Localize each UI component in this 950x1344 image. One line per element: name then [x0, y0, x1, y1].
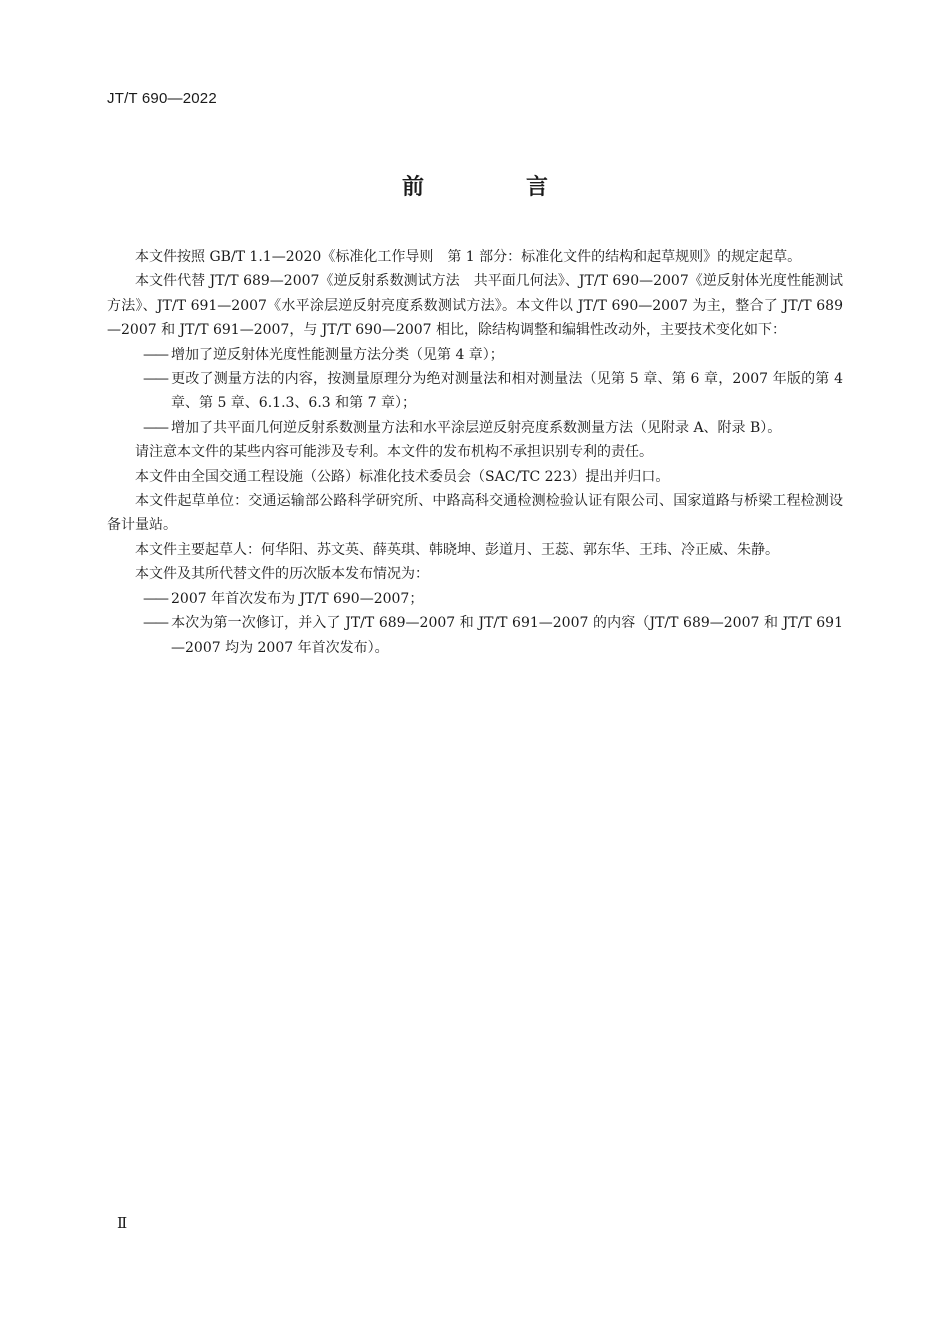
dash-mark: ——	[143, 615, 167, 632]
proposer-paragraph: 本文件由全国交通工程设施（公路）标准化技术委员会（SAC/TC 223）提出并归口。	[135, 468, 670, 485]
list-item	[107, 367, 843, 416]
standard-code: JT/T 690—2022	[107, 90, 217, 107]
drafting-units-paragraph: 本文件起草单位：交通运输部公路科学研究所、中路高科交通检测检验认证有限公司、国家道路与桥梁工程检测设备计量站。	[107, 493, 843, 534]
patent-notice-paragraph: 请注意本文件的某些内容可能涉及专利。本文件的发布机构不承担识别专利的责任。	[135, 444, 653, 461]
version-history-paragraph: 本文件及其所代替文件的历次版本发布情况为：	[135, 566, 429, 583]
list-item	[107, 343, 843, 367]
foreword-body	[107, 245, 843, 660]
list-item-text: 更改了测量方法的内容，按测量原理分为绝对测量法和相对测量法（见第 5 章、第 6 章，2007 年版的第 4 章、第 5 章、6.1.3、6.3 和第 7 章）；	[171, 371, 843, 412]
drafters-paragraph: 本文件主要起草人：何华阳、苏文英、薛英琪、韩晓坤、彭道月、王蕊、郭东华、王玮、冷正威、朱静。	[135, 541, 779, 558]
dash-mark: ——	[143, 371, 167, 388]
replacement-paragraph: 本文件代替 JT/T 689—2007《逆反射系数测试方法 共平面几何法》、JT/T 690—2007《逆反射体光度性能测试方法》、JT/T 691—2007《水平涂层逆反射亮度系数测试方法》。本文件以 JT/T 690—2007 为主，整合了 JT/T 689—2007 和 JT/T 691—2007，与 JT/T 690—2007 相比，除结构调整和编辑性改动外，主要技术变化如下：	[107, 273, 843, 339]
list-item-text: 增加了共平面几何逆反射系数测量方法和水平涂层逆反射亮度系数测量方法（见附录 A、附录 B）。	[171, 419, 782, 436]
page-number: Ⅱ	[117, 1214, 128, 1232]
list-item	[107, 416, 843, 440]
drafting-basis-paragraph: 本文件按照 GB/T 1.1—2020《标准化工作导则 第 1 部分：标准化文件的结构和起草规则》的规定起草。	[135, 249, 802, 265]
dash-mark: ——	[143, 590, 167, 607]
list-item	[107, 587, 843, 611]
list-item-text: 增加了逆反射体光度性能测量方法分类（见第 4 章）；	[171, 346, 504, 363]
page-title: 前 言	[401, 175, 588, 200]
list-item-text: 2007 年首次发布为 JT/T 690—2007；	[171, 590, 424, 607]
list-item	[107, 611, 843, 660]
dash-mark: ——	[143, 419, 167, 436]
dash-mark: ——	[143, 346, 167, 363]
list-item-text: 本次为第一次修订，并入了 JT/T 689—2007 和 JT/T 691—2007 的内容（JT/T 689—2007 和 JT/T 691—2007 均为 2007 年首次发布）。	[171, 615, 843, 656]
